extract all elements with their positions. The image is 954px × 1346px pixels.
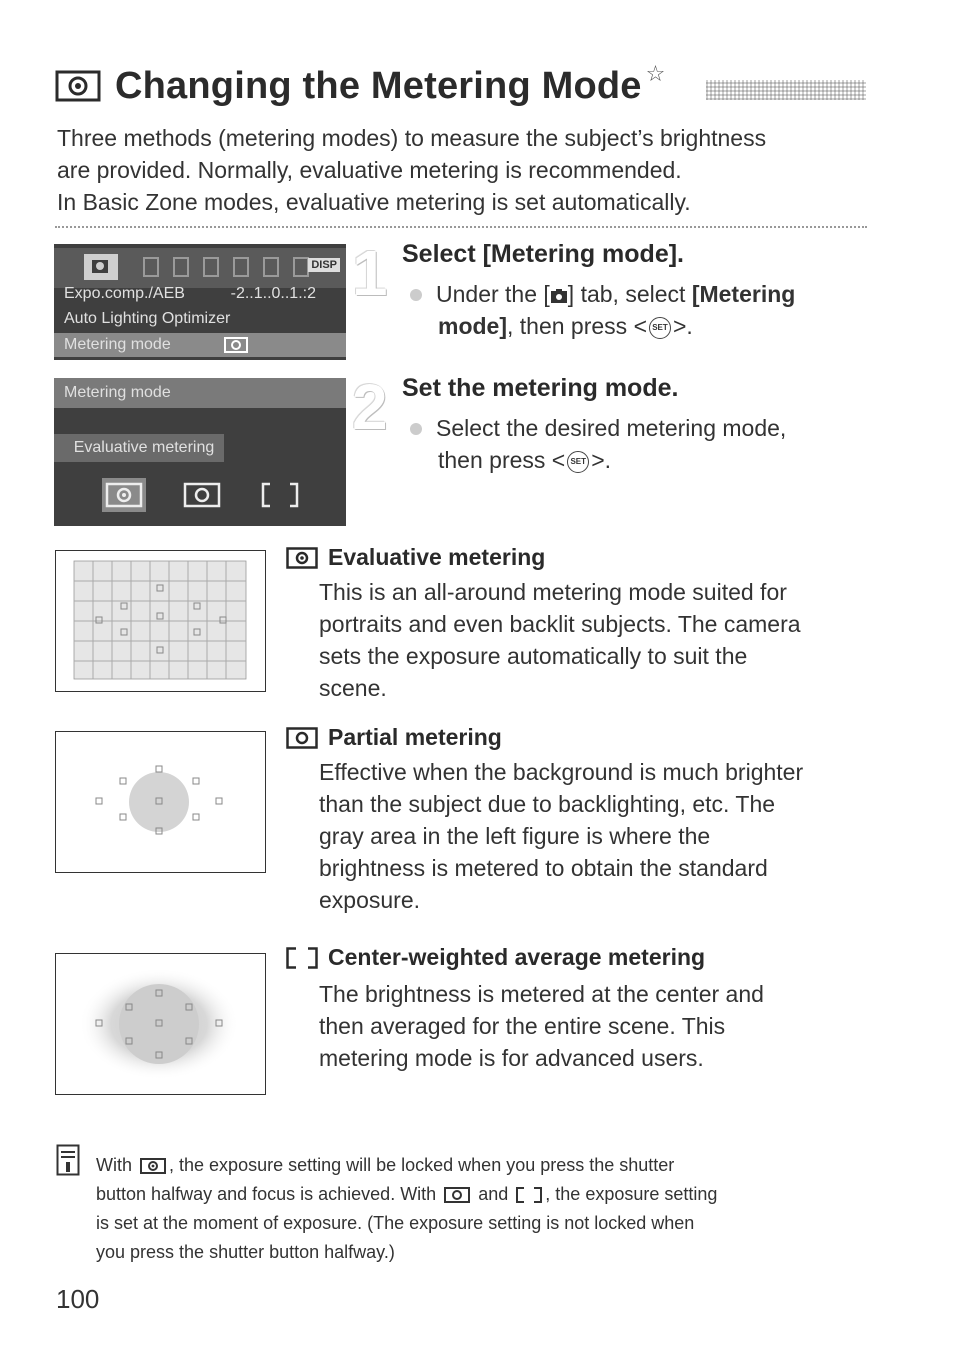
evaluative-metering-description — [319, 576, 864, 704]
step-text-bold: mode] — [438, 313, 507, 339]
note-fragment: you press the shutter button halfway.) — [96, 1242, 395, 1262]
evaluative-metering-icon — [286, 547, 318, 569]
description-line: exposure. — [319, 887, 421, 913]
metering-mode-screen — [54, 378, 346, 526]
partial-metering-heading — [286, 724, 502, 751]
section-title: Partial metering — [328, 724, 502, 750]
description-line: sets the exposure automatically to suit the — [319, 643, 748, 669]
title-decorative-bar — [706, 80, 866, 100]
note-fragment: button halfway and focus is achieved. With — [96, 1184, 437, 1204]
step-text-bold: [Metering — [691, 281, 796, 307]
page-title-row — [55, 60, 665, 112]
partial-metering-description — [319, 756, 864, 916]
step-text: then press < — [438, 447, 566, 473]
description-line: Effective when the background is much brighter — [319, 759, 804, 785]
note-memo-icon — [56, 1144, 80, 1176]
note-text — [96, 1151, 866, 1267]
section-title: Center-weighted average metering — [328, 944, 706, 970]
evaluative-grid-illustration — [56, 551, 264, 690]
selected-mode-label: Evaluative metering — [54, 434, 224, 462]
menu-item-label: Expo.comp./AEB — [64, 285, 185, 302]
menu-item-expo-comp — [54, 282, 346, 306]
description-line: brightness is metered to obtain the standard — [319, 855, 768, 881]
description-line: then averaged for the entire scene. This — [319, 1013, 726, 1039]
note-fragment: , the exposure setting will be locked when you press the shutter — [169, 1155, 675, 1175]
step-text: ] tab, select — [567, 281, 692, 307]
description-line: than the subject due to backlighting, etc. The — [319, 791, 776, 817]
note-fragment: and — [478, 1184, 509, 1204]
partial-metering-figure — [55, 731, 266, 873]
screen-header: Metering mode — [54, 378, 346, 408]
partial-metering-illustration — [56, 732, 264, 871]
step-title: Select [Metering mode]. — [402, 240, 684, 268]
set-button-icon: SET — [567, 451, 589, 473]
intro-text — [57, 122, 877, 218]
step-text: Select the desired metering mode, — [436, 415, 787, 441]
center-weighted-metering-description — [319, 978, 864, 1074]
disp-button-label: DISP — [308, 258, 340, 272]
center-weighted-illustration — [56, 954, 264, 1093]
divider — [55, 226, 867, 228]
partial-metering-icon — [444, 1187, 470, 1203]
set-button-icon: SET — [649, 317, 671, 339]
center-weighted-metering-icon — [286, 947, 318, 969]
description-line: This is an all-around metering mode suited for — [319, 579, 787, 605]
mode-icon-row — [102, 478, 302, 514]
menu-item-value: -2..1..0..1.:2 — [230, 285, 316, 302]
partial-metering-icon — [286, 727, 318, 749]
step-text: >. — [673, 313, 693, 339]
center-weighted-metering-figure — [55, 953, 266, 1095]
intro-line: In Basic Zone modes, evaluative metering is set automatically. — [57, 189, 691, 215]
evaluative-metering-figure — [55, 550, 266, 692]
bullet-icon — [410, 423, 422, 435]
center-weighted-metering-heading — [286, 944, 705, 971]
menu-tabs-icon — [64, 248, 346, 284]
evaluative-metering-icon — [140, 1158, 166, 1174]
step-number: 2 — [352, 371, 388, 443]
step-number: 1 — [352, 237, 388, 309]
description-line: metering mode is for advanced users. — [319, 1045, 704, 1071]
step-text: >. — [591, 447, 612, 473]
menu-item-label: Metering mode — [64, 336, 171, 353]
shooting-tab-icon — [550, 288, 568, 304]
intro-line: are provided. Normally, evaluative metering is recommended. — [57, 157, 682, 183]
page-number: 100 — [56, 1284, 100, 1314]
partial-metering-icon — [180, 478, 224, 512]
note-fragment: is set at the moment of exposure. (The exposure setting is not locked when — [96, 1213, 695, 1233]
menu-item-auto-lighting — [54, 307, 346, 331]
step-text: Under the [ — [436, 281, 550, 307]
evaluative-metering-icon — [102, 478, 146, 512]
intro-line: Three methods (metering modes) to measure the subject’s brightness — [57, 125, 767, 151]
step-body — [410, 412, 880, 476]
description-line: portraits and even backlit subjects. The camera — [319, 611, 801, 637]
step-title: Set the metering mode. — [402, 374, 679, 402]
menu-item-label: Auto Lighting Optimizer — [64, 310, 231, 327]
center-weighted-metering-icon — [516, 1187, 542, 1203]
step-body — [410, 278, 880, 342]
page-title: Changing the Metering Mode — [115, 64, 642, 107]
bullet-icon — [410, 289, 422, 301]
evaluative-metering-heading — [286, 544, 545, 571]
menu-item-metering-mode — [54, 333, 346, 357]
evaluative-metering-icon — [224, 337, 248, 353]
evaluative-metering-icon — [55, 70, 101, 102]
description-line: gray area in the left figure is where the — [319, 823, 711, 849]
note-fragment: , the exposure setting — [545, 1184, 718, 1204]
section-title: Evaluative metering — [328, 544, 546, 570]
center-weighted-metering-icon — [258, 478, 302, 512]
note-fragment: With — [96, 1155, 132, 1175]
advanced-star-icon: ☆ — [645, 61, 666, 86]
description-line: scene. — [319, 675, 387, 701]
step-text: , then press < — [507, 313, 647, 339]
description-line: The brightness is metered at the center and — [319, 981, 764, 1007]
camera-menu-screen — [54, 244, 346, 360]
